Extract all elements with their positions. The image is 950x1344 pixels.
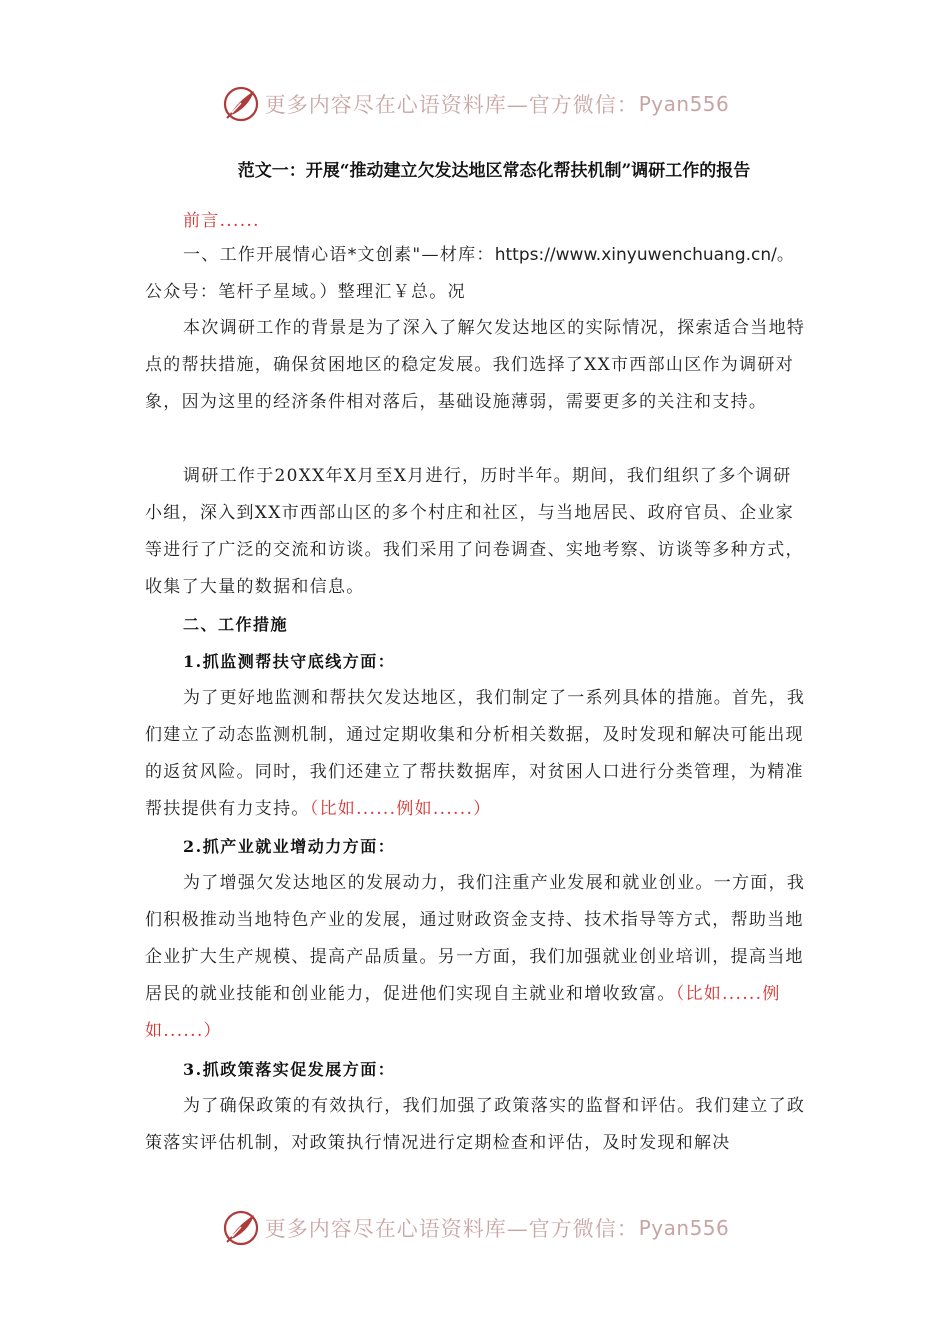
subsection-2-text: 为了增强欠发达地区的发展动力，我们注重产业发展和就业创业。一方面，我们积极推动当地特色产业的发展，通过财政资金支持、技术指导等方式，帮助当地企业扩大生产规模、提高产品质量。另一方面，我们加强就业创业培训，提高当地居民的就业技能和创业能力，促进他们实现自主就业和增收致富。 — [145, 873, 806, 1004]
subsection-2-body — [145, 865, 809, 1050]
watermark-text: 更多内容尽在心语资料库—官方微信： — [264, 1217, 639, 1241]
subsection-2-example: （比如......例如......） — [145, 984, 781, 1041]
preface-label: 前言...... — [183, 211, 260, 231]
quill-logo-icon — [221, 84, 261, 124]
section-2-heading: 二、工作措施 — [183, 615, 289, 634]
source-url-link[interactable]: https://www.xinyuwenchuang.cn/ — [494, 245, 777, 265]
watermark-text: 更多内容尽在心语资料库—官方微信： — [264, 93, 639, 117]
section-1-heading-suffix: 。公众号：笔杆子星域。）整理汇￥总。况 — [145, 245, 796, 302]
quill-logo-icon — [221, 1208, 261, 1248]
subsection-2-heading: 2.抓产业就业增动力方面： — [183, 837, 396, 856]
subsection-3-heading: 3.抓政策落实促发展方面： — [183, 1060, 396, 1079]
watermark-handle: Pyan556 — [638, 92, 730, 116]
process-paragraph: 调研工作于20XX年X月至X月进行，历时半年。期间，我们组织了多个调研小组，深入到XX市西部山区的多个村庄和社区，与当地居民、政府官员、企业家等进行了广泛的交流和访谈。我们采用了问卷调查、实地考察、访谈等多种方式，收集了大量的数据和信息。 — [145, 466, 804, 597]
subsection-1-heading: 1.抓监测帮扶守底线方面： — [183, 652, 396, 671]
subsection-3-body: 为了确保政策的有效执行，我们加强了政策落实的监督和评估。我们建立了政策落实评估机制，对政策执行情况进行定期检查和评估，及时发现和解决 — [145, 1096, 806, 1153]
section-1-heading — [145, 237, 809, 311]
subsection-1-text: 为了更好地监测和帮扶欠发达地区，我们制定了一系列具体的措施。首先，我们建立了动态监测机制，通过定期收集和分析相关数据，及时发现和解决可能出现的返贫风险。同时，我们还建立了帮扶数据库，对贫困人口进行分类管理，为精准帮扶提供有力支持。 — [145, 688, 806, 819]
subsection-1-body — [145, 680, 809, 828]
watermark-handle: Pyan556 — [638, 1216, 730, 1240]
section-1-heading-prefix: 一、工作开展情心语*文创素"—材库： — [183, 245, 495, 265]
background-paragraph: 本次调研工作的背景是为了深入了解欠发达地区的实际情况，探索适合当地特点的帮扶措施，确保贫困地区的稳定发展。我们选择了XX市西部山区作为调研对象，因为这里的经济条件相对落后，基础设施薄弱，需要更多的关注和支持。 — [145, 318, 806, 412]
watermark-banner-top — [0, 82, 950, 126]
document-title: 范文一：开展“推动建立欠发达地区常态化帮扶机制”调研工作的报告 — [237, 161, 751, 181]
subsection-1-example: （比如......例如......） — [309, 799, 492, 819]
watermark-banner-bottom — [0, 1206, 950, 1250]
